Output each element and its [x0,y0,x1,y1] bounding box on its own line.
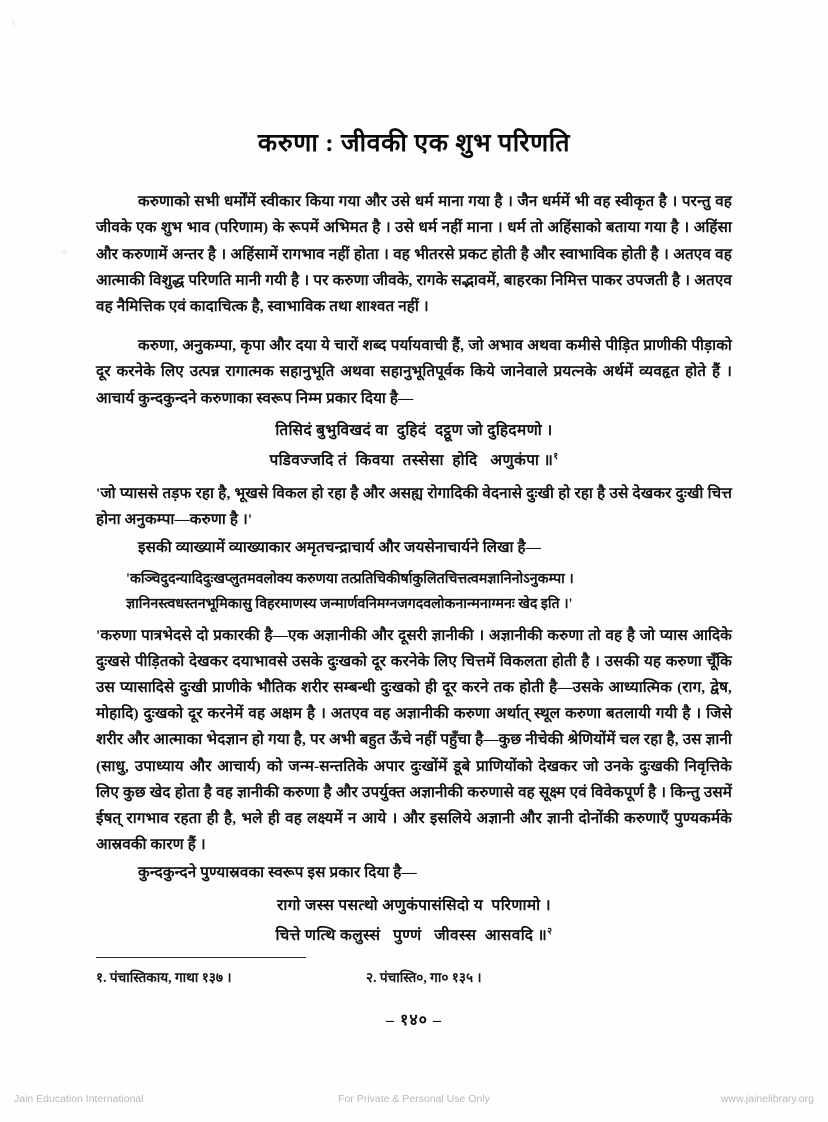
verse-block-punyasrava [96,893,732,950]
sanskrit-quote-block [96,567,732,618]
footer-organization: Jain Education International [14,1093,144,1105]
footer-website-link[interactable]: www.jainelibrary.org [720,1093,814,1105]
verse-line: रागो जस्स पसत्थो अणुकंपासंसिदो य परिणामो । [277,896,551,914]
sanskrit-line: 'कञ्चिदुदन्यादिदुःखप्लुतमवलोक्य करुणया तत्प्रतिचिकीर्षाकुलितचित्तत्वमज्ञानिनोऽनुकम्पा । [126,570,574,587]
page-content [96,128,732,956]
verse-line-text: चित्ते णत्थि कलुस्सं पुण्णं जीवस्स आसवदि ॥ [275,927,548,945]
footnote-marker: १ [553,452,559,463]
paragraph-synonyms: करुणा, अनुकम्पा, कृपा और दया ये चारों शब्द पर्यायवाची हैं, जो अभाव अथवा कमीसे पीड़ित प्राणीकी पीड़ाको दूर करनेके लिए उत्पन्न रागात्मक सहानुभूति अथवा सहानुभूतिपूर्वक किये जानेवाले प्रयत्नके अर्थमें व्यवहृत होते हैं । आचार्य कुन्दकुन्दने करुणाका स्वरूप निम्म प्रकार दिया है— [96,337,732,407]
scan-speckle [62,250,67,255]
footnote-list [96,968,732,988]
page-number: – १४० – [386,1012,442,1029]
page-title: करुणा : जीवकी एक शुभ परिणति [257,130,571,157]
paragraph-two-kinds-of-karuna: 'करुणा पात्रभेदसे दो प्रकारकी है—एक अज्ञानीकी और दूसरी ज्ञानीकी । अज्ञानीकी करुणा तो वह है जो प्यास आदिके दुःखसे पीड़ितको देखकर दयाभावसे उसके दुःखको दूर करनेके लिए चित्तमें विकलता होती है । उसकी यह करुणा चूँकि उस प्यासादिसे दुःखी प्राणीके भौतिक शरीर सम्बन्धी दुःखको ही दूर करने तक होती है—उसके आध्यात्मिक (राग, द्वेष, मोहादि) दुःखको दूर करनेमें वह अक्षम है । अतएव वह अज्ञानीकी करुणा अर्थात् स्थूल करुणा बतलायी गयी है । जिसे शरीर और आत्माका भेदज्ञान हो गया है, पर अभी बहुत ऊँचे नहीं पहुँचा है—कुछ नीचेकी श्रेणियोंमें चल रहा है, उस ज्ञानी (साधु, उपाध्याय और आचार्य) को जन्म-सन्ततिके अपार दुःखोंमें डूबे प्राणियोंको देखकर जो उनके दुःखकी निवृत्तिके लिए कुछ खेद होता है वह ज्ञानीकी करुणा है और उपर्युक्त अज्ञानीकी करुणासे वह सूक्ष्म एवं विवेकपूर्ण है । किन्तु उसमें ईषत् रागभाव रहता ही है, भले ही वह लक्ष्यमें न आये । और इसलिये अज्ञानी और ज्ञानी दोनोंकी करुणाएँ पुण्यकर्मके आस्रवकी कारण हैं । [96,626,732,854]
paragraph-punyasrava: कुन्दकुन्दने पुण्यास्रवका स्वरूप इस प्रकार दिया है— [138,864,417,882]
paragraph-spacer [96,322,732,333]
footer-usage-notice: For Private & Personal Use Only [338,1093,490,1105]
verse-block-kundakunda [96,418,732,475]
paragraph-intro: करुणाको सभी धर्मोंमें स्वीकार किया गया और उसे धर्म माना गया है । जैन धर्ममें भी वह स्वीकृत है । परन्तु वह जीवके एक शुभ भाव (परिणाम) के रूपमें अभिमत है । उसे धर्म नहीं माना । धर्म तो अहिंसाको बताया गया है । अहिंसा और करुणामें अन्तर है । अहिंसामें रागभाव नहीं होता । वह भीतरसे प्रकट होती है और स्वाभाविक होती है । अतएव वह आत्माकी विशुद्ध परिणति मानी गयी है । पर करुणा जीवके, रागके सद्भावमें, बाहरका निमित्त पाकर उपजती है । अतएव वह नैमित्तिक एवं कादाचित्क है, स्वाभाविक तथा शाश्वत नहीं । [96,193,732,316]
footnote-separator-rule [96,957,306,958]
library-footer-bar [0,1086,828,1122]
verse-line: तिसिदं बुभुविखदं वा दुहिदं दट्ठूण जो दुहिदमणो । [275,421,553,439]
paragraph-commentators: इसकी व्याख्यामें व्याख्याकार अमृतचन्द्राचार्य और जयसेनाचार्यने लिखा है— [138,539,542,557]
sanskrit-line: ज्ञानिनस्त्वधस्तनभूमिकासु विहरमाणस्य जन्मार्णवनिमग्नजगदवलोकनान्मनाग्मनः खेद इति ।' [126,596,573,613]
footnote-2: २. पंचास्ति०, गा० १३५ । [366,970,482,985]
verse-line [96,919,732,950]
scan-speckle [12,18,15,27]
footnote-1: १. पंचास्तिकाय, गाथा १३७ । [96,970,232,985]
footnote-marker: २ [547,927,553,938]
verse-line-text: पडिवज्जदि तं किवया तस्सेसा होदि अणुकंपा ॥ [269,452,554,470]
paragraph-gloss: 'जो प्याससे तड़फ रहा है, भूखसे विकल हो रहा है और असह्य रोगादिकी वेदनासे दुःखी हो रहा है उसे देखकर दुःखी चित्त होना अनुकम्पा—करुणा है ।' [96,485,732,529]
verse-line [96,444,732,475]
